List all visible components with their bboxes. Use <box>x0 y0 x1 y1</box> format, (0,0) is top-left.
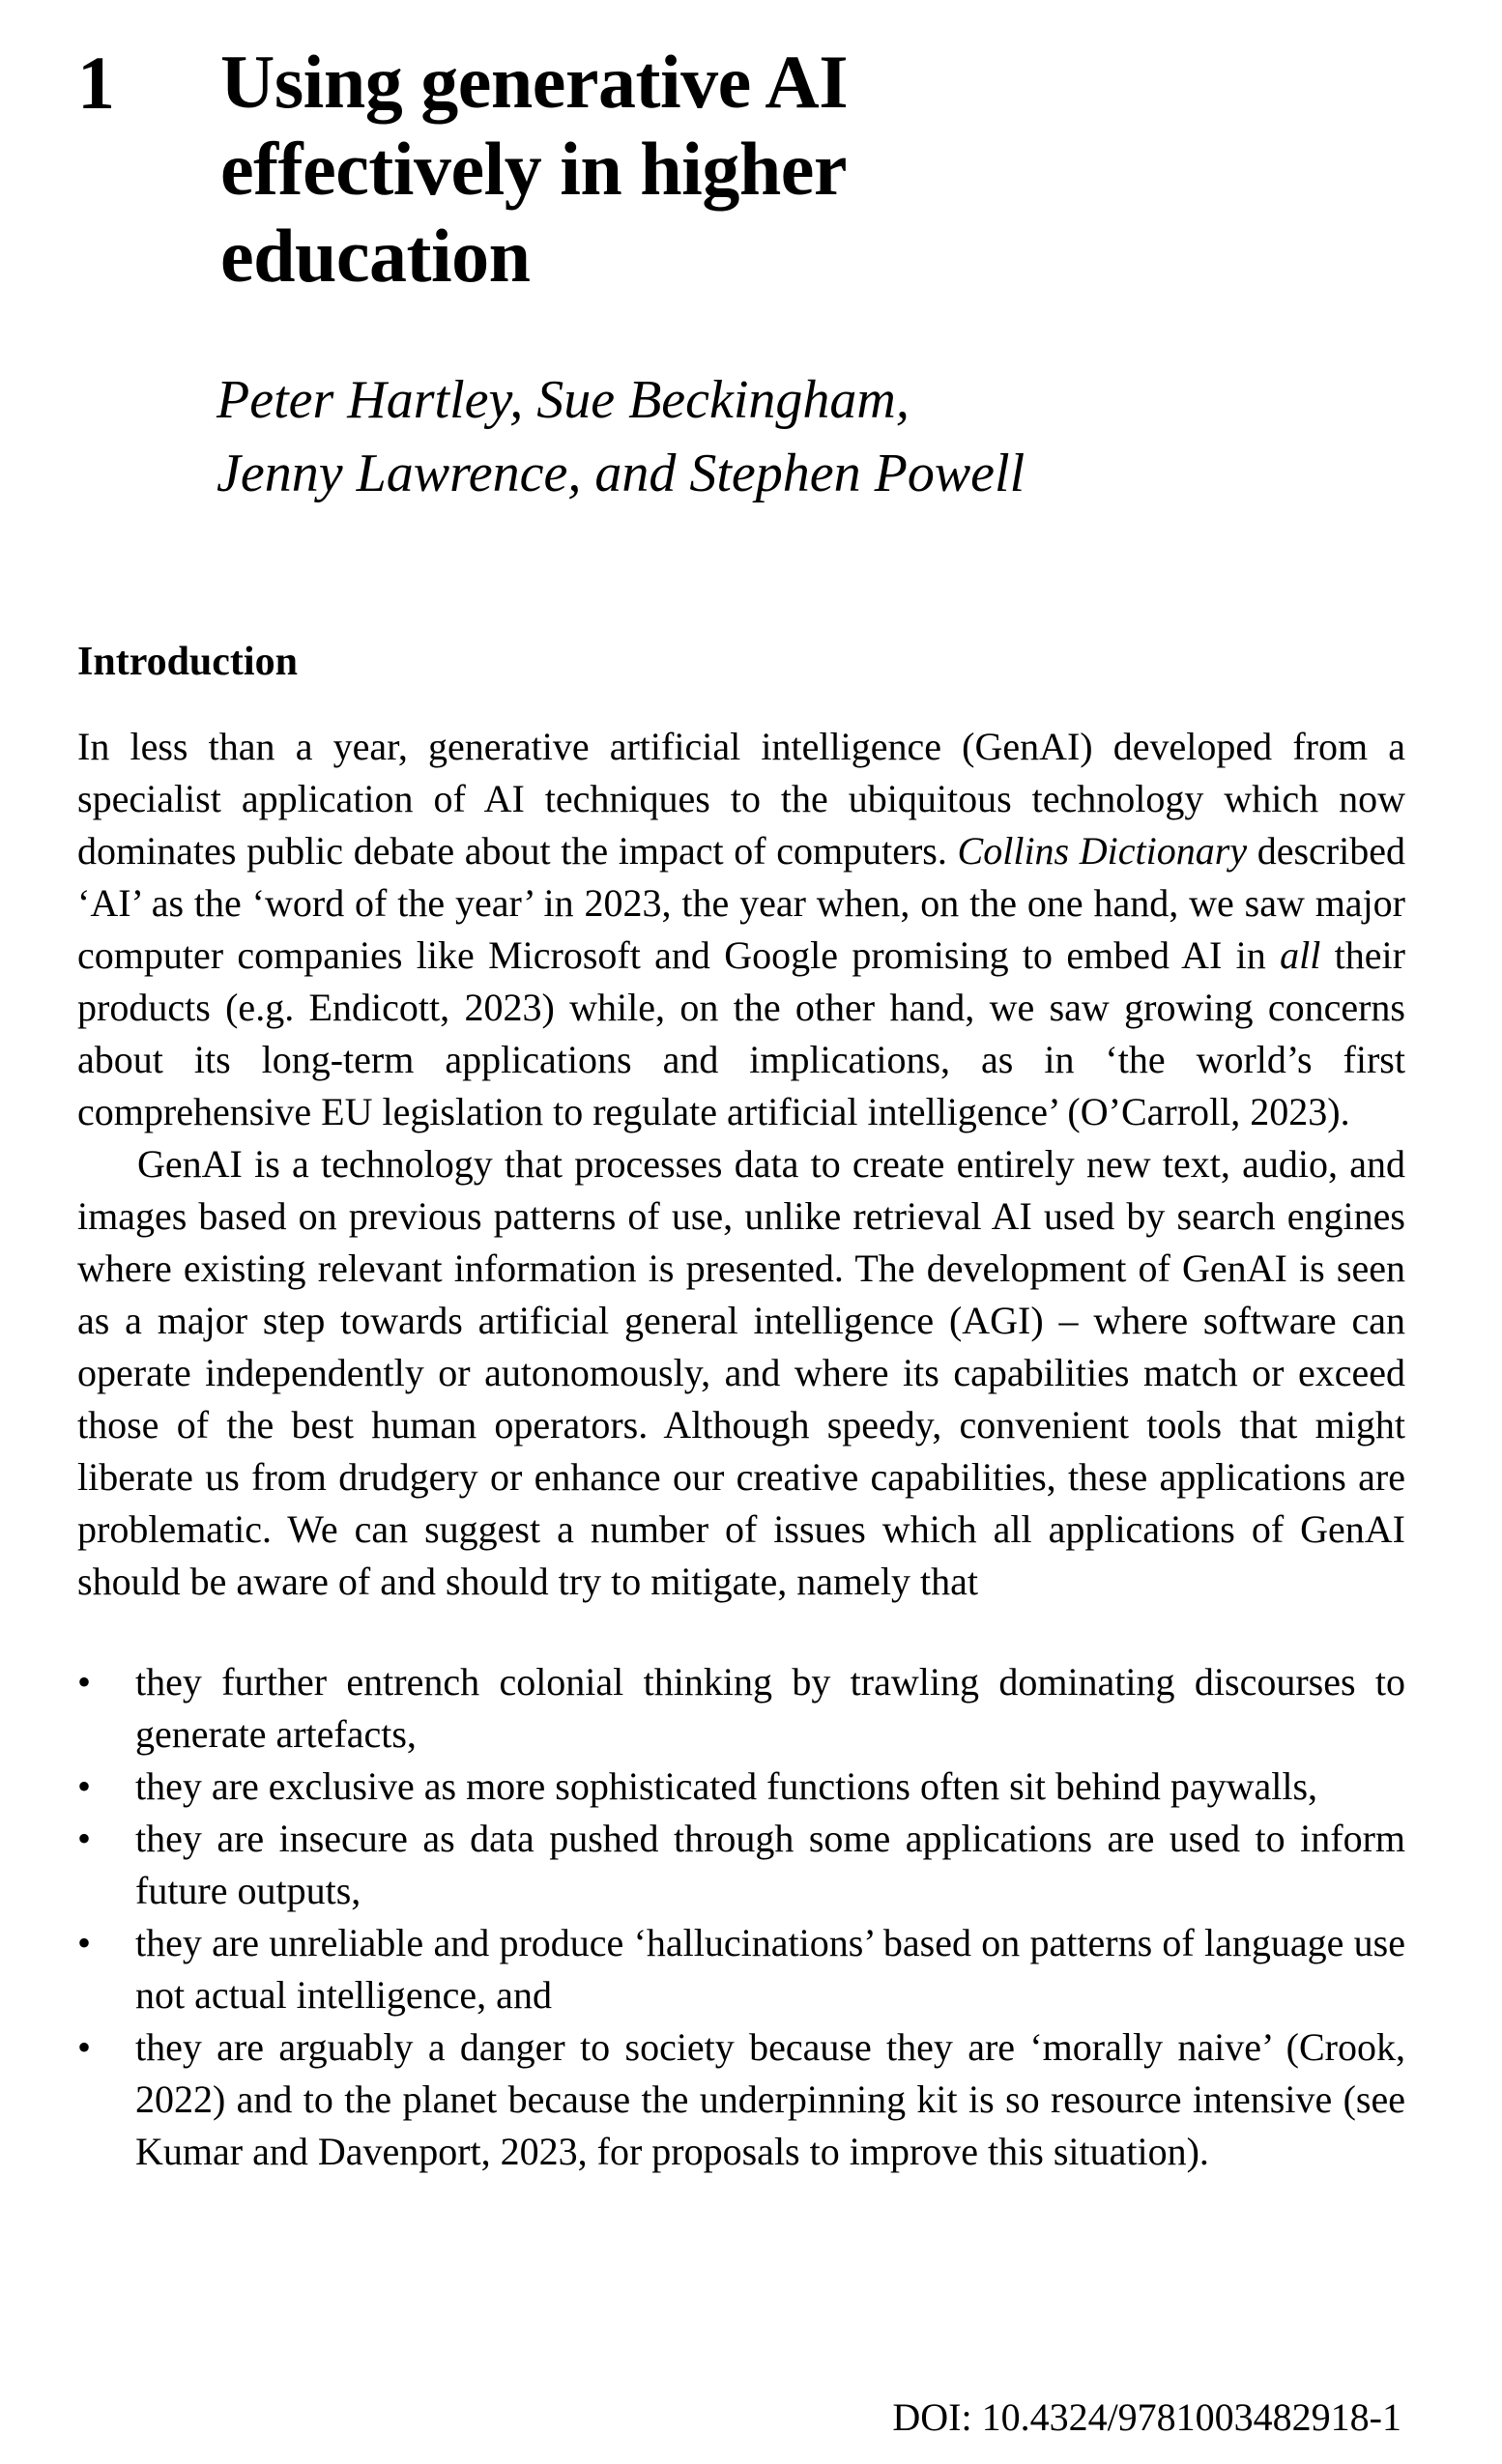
paragraph-genai: GenAI is a technology that processes data to create entirely new text, audio, and images based on previous patterns of use, unlike retrieval AI used by search engines where existing relevant information is presented. The development of GenAI is seen as a major step towards artificial general intelligence (AGI) – where software can operate independently or autonomously, and where its capabilities match or exceed those of the best human operators. Although speedy, convenient tools that might liberate us from drudgery or enhance our creative capabilities, these applications are problematic. We can suggest a number of issues which all applications of GenAI should be aware of and should try to mitigate, namely that <box>77 1142 1405 1603</box>
list-item-text: they are arguably a danger to society because they are ‘morally naive’ (Crook, 2022) and to the planet because the underpinning kit is so resource intensive (see Kumar and Davenport, 2023, for proposals to improve this situation). <box>135 2025 1405 2173</box>
text-run: described ‘AI’ as the ‘word of the year’ in 2023, the year when, on the one hand, we saw major computer companies like Microsoft and Google promising to embed AI in <box>77 829 1405 977</box>
list-item <box>77 1761 1405 1813</box>
italic-title-collins-dictionary: Collins Dictionary <box>957 829 1248 873</box>
author-line: Jenny Lawrence, and Stephen Powell <box>217 444 1025 503</box>
bullet-icon: • <box>77 1660 92 1704</box>
bullet-icon: • <box>77 2025 92 2069</box>
bullet-icon: • <box>77 1921 92 1964</box>
bullet-icon: • <box>77 1817 92 1860</box>
list-item-text: they are insecure as data pushed through some applications are used to inform future outputs, <box>135 1817 1405 1912</box>
text-run: In less than a year, generative artificial intelligence (GenAI) developed from a specialist application of AI techniques to the ubiquitous technology which now dominates public debate about the impact of computers. <box>77 725 1405 873</box>
issues-list <box>77 1656 1405 2178</box>
list-item-text: they further entrench colonial thinking by trawling dominating discourses to generate artefacts, <box>135 1660 1405 1756</box>
chapter-title-line: effectively in higher <box>220 127 847 211</box>
section-heading: Introduction <box>77 640 298 684</box>
list-item <box>77 1917 1405 2021</box>
list-item <box>77 1656 1405 1761</box>
bullet-icon: • <box>77 1764 92 1808</box>
chapter-title <box>220 39 848 300</box>
list-item <box>77 1813 1405 1917</box>
list-item-text: they are unreliable and produce ‘hallucinations’ based on patterns of language use not actual intelligence, and <box>135 1921 1405 2017</box>
italic-emphasis: all <box>1280 933 1321 977</box>
body-text <box>77 721 1405 2178</box>
doi-footer: DOI: 10.4324/9781003482918-1 <box>892 2395 1401 2439</box>
text-run: their products (e.g. Endicott, 2023) while, on the other hand, we saw growing concerns about its long-term applications and implications, as in ‘the world’s first comprehensive EU legislation to regulate artificial intelligence’ (O’Carroll, 2023). <box>77 933 1405 1133</box>
chapter-title-line: Using generative AI <box>220 40 849 124</box>
paragraph-intro <box>77 721 1405 1138</box>
author-line: Peter Hartley, Sue Beckingham, <box>217 370 910 430</box>
list-item <box>77 2021 1405 2178</box>
list-item-text: they are exclusive as more sophisticated functions often sit behind paywalls, <box>135 1764 1318 1808</box>
author-list <box>217 363 1025 510</box>
chapter-number: 1 <box>77 41 115 125</box>
chapter-title-line: education <box>220 214 531 298</box>
